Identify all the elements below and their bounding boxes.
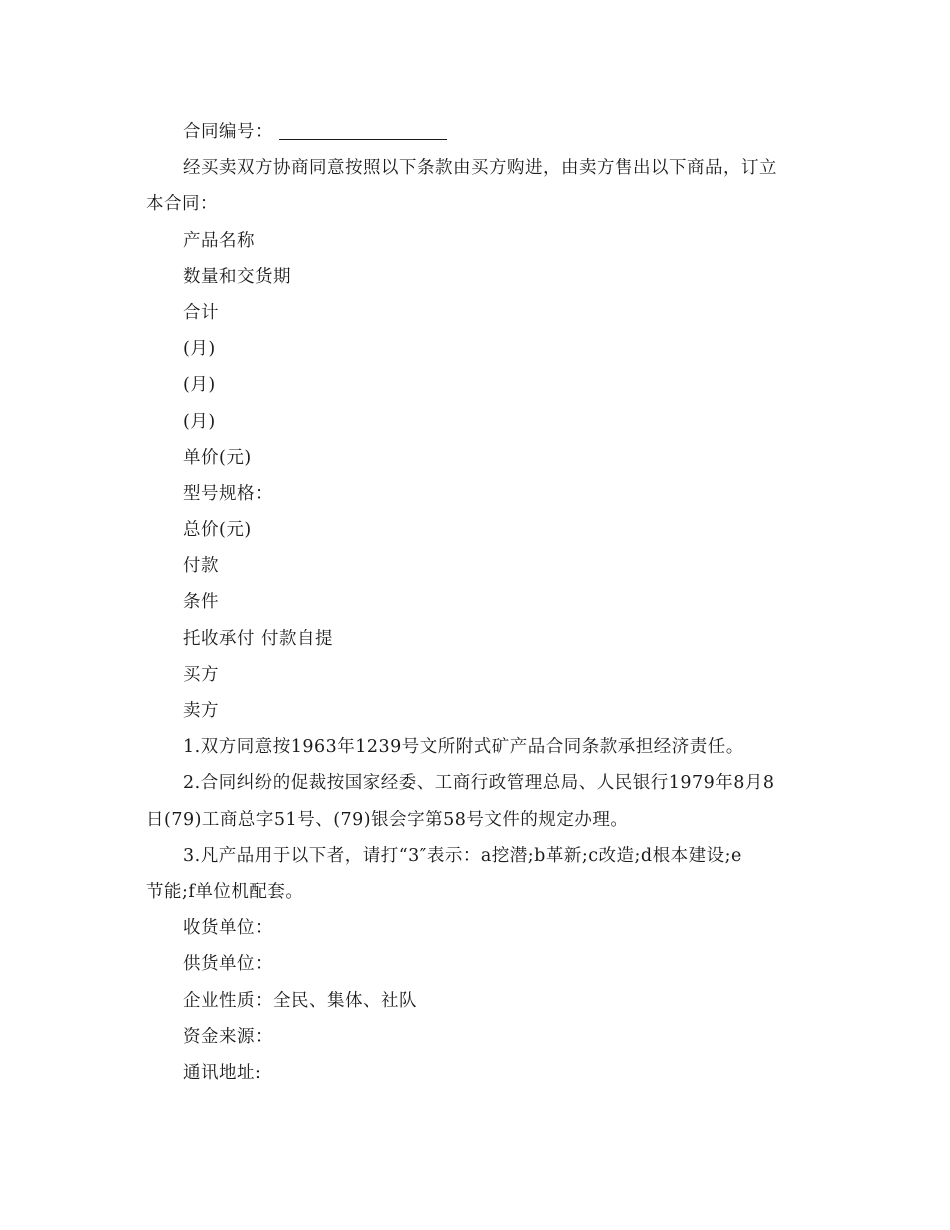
field-month-1: (月) bbox=[183, 339, 216, 360]
field-total: 合计 bbox=[183, 302, 219, 323]
field-model-spec: 型号规格： bbox=[183, 483, 273, 504]
clause-1: 1.双方同意按1963年1239号文所附式矿产品合同条款承担经济责任。 bbox=[183, 737, 744, 758]
footer-mailing-address: 通讯地址: bbox=[183, 1062, 262, 1083]
contract-number-label: 合同编号： bbox=[183, 122, 273, 142]
clause-3-line-2: 节能;f单位机配套。 bbox=[146, 881, 304, 902]
field-month-3: (月) bbox=[183, 411, 216, 432]
field-seller: 卖方 bbox=[183, 701, 219, 721]
intro-paragraph-line-1: 经买卖双方协商同意按照以下条款由买方购进，由卖方售出以下商品，订立 bbox=[183, 158, 777, 179]
field-unit-price: 单价(元) bbox=[183, 447, 252, 468]
contract-number-blank bbox=[279, 121, 447, 140]
contract-number-line bbox=[146, 114, 806, 150]
field-conditions: 条件 bbox=[183, 592, 219, 613]
footer-enterprise-nature: 企业性质：全民、集体、社队 bbox=[183, 990, 417, 1011]
field-payment-method: 托收承付 付款自提 bbox=[183, 628, 334, 649]
field-total-price: 总价(元) bbox=[183, 520, 252, 541]
field-product-name: 产品名称 bbox=[183, 230, 255, 251]
footer-supplying-unit: 供货单位： bbox=[183, 954, 273, 975]
field-payment: 付款 bbox=[183, 556, 219, 577]
footer-receiving-unit: 收货单位： bbox=[183, 918, 273, 939]
clause-3-line-1: 3.凡产品用于以下者，请打“3″表示：a挖潜;b革新;c改造;d根本建设;e bbox=[183, 845, 742, 866]
field-month-2: (月) bbox=[183, 375, 216, 396]
intro-paragraph-line-2: 本合同： bbox=[146, 194, 218, 215]
contract-body bbox=[146, 114, 806, 1091]
field-buyer: 买方 bbox=[183, 664, 219, 685]
footer-funding-source: 资金来源： bbox=[183, 1026, 273, 1047]
clause-2-line-1: 2.合同纠纷的促裁按国家经委、工商行政管理总局、人民银行1979年8月8 bbox=[183, 773, 775, 794]
field-quantity-delivery: 数量和交货期 bbox=[183, 266, 291, 287]
clause-2-line-2: 日(79)工商总字51号、(79)银会字第58号文件的规定办理。 bbox=[146, 809, 629, 830]
